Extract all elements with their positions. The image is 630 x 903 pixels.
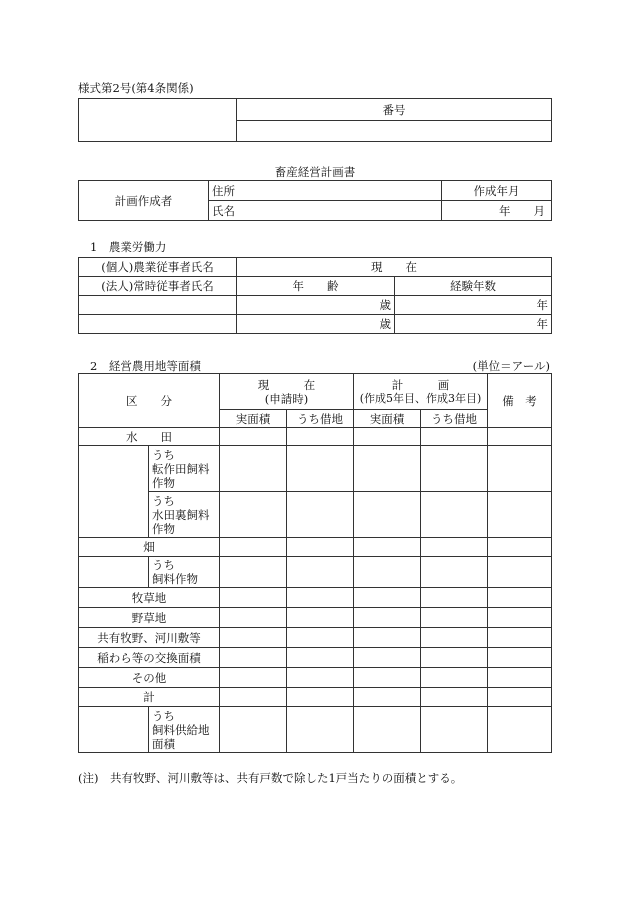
row-label-line: うち [152, 493, 175, 508]
col-plan [354, 374, 488, 410]
table-row [79, 688, 552, 707]
labor-age-1[interactable]: 歳 [237, 296, 395, 315]
table-row [79, 446, 552, 492]
sub-plan-lease: うち借地 [421, 410, 488, 428]
table-row [79, 428, 552, 446]
row-label-line: うち [152, 708, 175, 723]
labor-age-header: 年 齢 [237, 277, 395, 296]
labor-worker-name-2[interactable] [79, 315, 237, 334]
col-remarks: 備 考 [488, 374, 552, 428]
labor-current-header: 現 在 [237, 258, 552, 277]
row-field-sub-label [149, 557, 220, 588]
creator-header: 計画作成者 [79, 181, 209, 221]
row-label-line: 転作田飼料 [152, 461, 210, 476]
row-wildgrass-label: 野草地 [79, 608, 220, 628]
col-plan-title: 計 画 [391, 377, 450, 392]
number-value-field[interactable] [237, 121, 552, 142]
labor-exp-1[interactable]: 年 [395, 296, 552, 315]
form-label: 様式第2号(第4条関係) [78, 81, 194, 95]
address-label[interactable]: 住所 [209, 181, 442, 201]
labor-row2-label: (法人)常時従事者氏名 [79, 277, 237, 296]
row-label-line: 面積 [152, 736, 175, 751]
footnote: (注) 共有牧野、河川敷等は、共有戸数で除した1戸当たりの面積とする。 [78, 771, 463, 785]
row-label-line: 飼料供給地 [152, 722, 210, 737]
table-row [79, 707, 552, 753]
table-row [79, 608, 552, 628]
col-kubun: 区 分 [79, 374, 220, 428]
labor-worker-name-1[interactable] [79, 296, 237, 315]
number-table [78, 98, 552, 142]
date-value[interactable]: 年 月 [442, 201, 552, 221]
row-pasture-label: 牧草地 [79, 588, 220, 608]
table-row [79, 588, 552, 608]
row-label-line: 作物 [152, 475, 175, 490]
labor-heading: 1 農業労働力 [90, 240, 167, 254]
col-current-sub: (申請時) [264, 391, 309, 406]
name-label[interactable]: 氏名 [209, 201, 442, 221]
row-paddy-sub2-label [149, 492, 220, 538]
labor-age-2[interactable]: 歳 [237, 315, 395, 334]
number-blank-cell [79, 99, 237, 142]
col-current [220, 374, 354, 410]
labor-row1-label: (個人)農業従事者氏名 [79, 258, 237, 277]
sub-current-actual: 実面積 [220, 410, 287, 428]
table-row [79, 557, 552, 588]
sub-plan-actual: 実面積 [354, 410, 421, 428]
land-table [78, 373, 552, 753]
indent-cell [79, 492, 149, 538]
row-paddy-sub1-label [149, 446, 220, 492]
table-row [79, 628, 552, 648]
page-title: 畜産経営計画書 [274, 165, 356, 179]
row-other-label: その他 [79, 668, 220, 688]
labor-table [78, 257, 552, 334]
table-row [79, 648, 552, 668]
row-straw-label: 稲わら等の交換面積 [79, 648, 220, 668]
indent-cell [79, 446, 149, 492]
creator-table [78, 180, 552, 221]
indent-cell [79, 557, 149, 588]
row-field-label: 畑 [79, 538, 220, 557]
indent-cell [79, 707, 149, 753]
col-plan-sub: (作成5年目、作成3年目) [359, 391, 482, 405]
row-label-line: 水田裏飼料 [152, 507, 210, 522]
number-label: 番号 [237, 99, 552, 121]
table-row [79, 538, 552, 557]
row-label-line: うち [152, 558, 175, 572]
row-label-line: 飼料作物 [152, 572, 198, 586]
table-row [79, 492, 552, 538]
row-total-sub-label [149, 707, 220, 753]
row-common-label: 共有牧野、河川敷等 [79, 628, 220, 648]
date-label: 作成年月 [442, 181, 552, 201]
row-total-label: 計 [79, 688, 220, 707]
land-heading: 2 経営農用地等面積 [90, 359, 201, 373]
labor-exp-2[interactable]: 年 [395, 315, 552, 334]
land-unit: (単位＝アール) [472, 359, 550, 373]
row-label-line: 作物 [152, 521, 175, 536]
sub-current-lease: うち借地 [287, 410, 354, 428]
labor-exp-header: 経験年数 [395, 277, 552, 296]
row-label-line: うち [152, 447, 175, 462]
row-paddy-label: 水 田 [79, 428, 220, 446]
col-current-title: 現 在 [257, 377, 316, 392]
table-row [79, 668, 552, 688]
